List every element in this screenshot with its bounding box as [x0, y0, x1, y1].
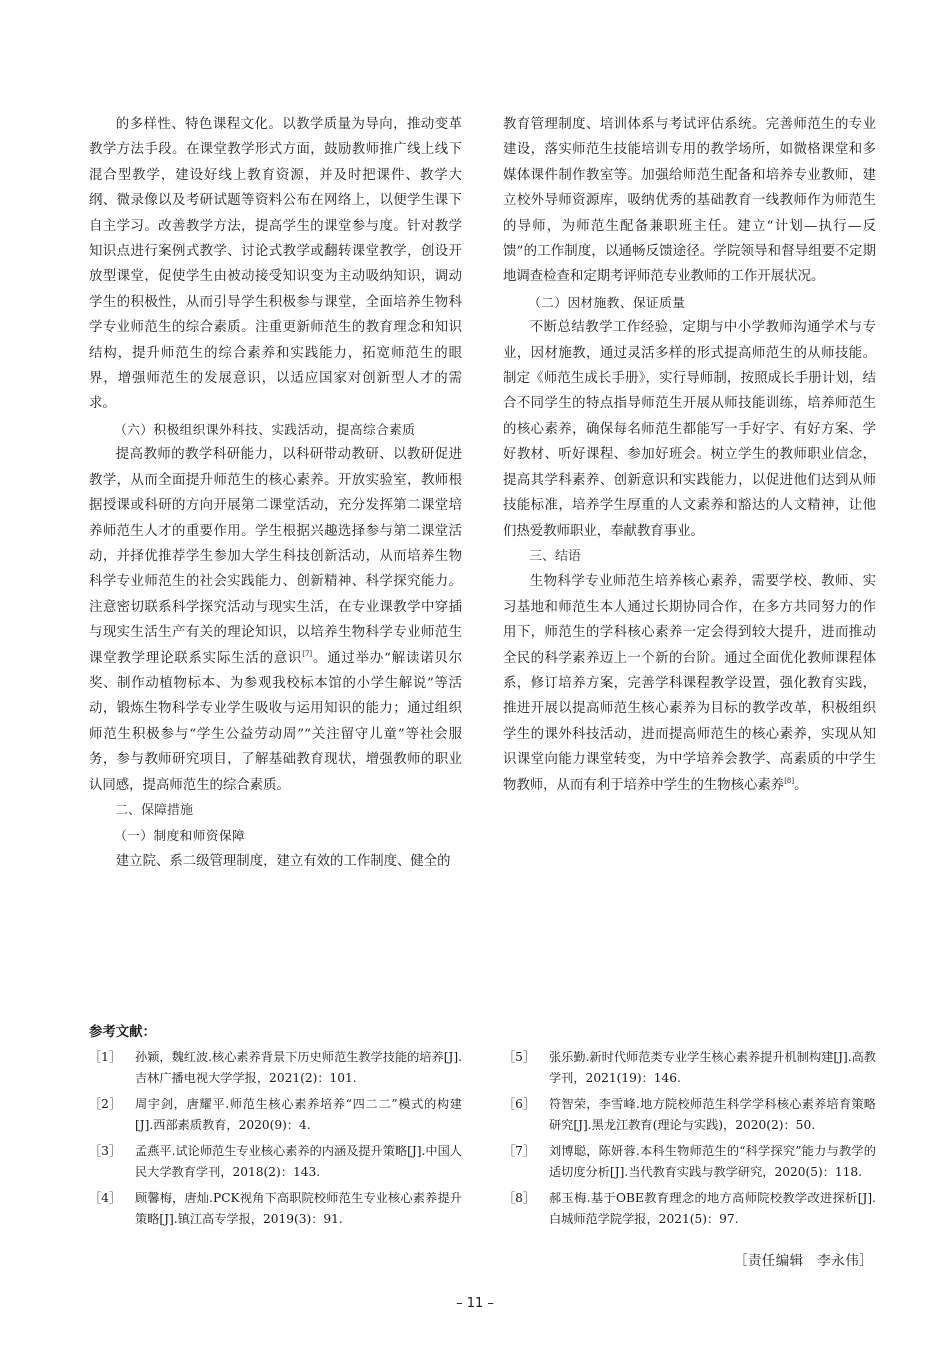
paragraph — [503, 569, 876, 798]
reference-text: 张乐勤.新时代师范类专业学生核心素养提升机制构建[J].高教学刊，2021(19)：146. — [549, 1050, 876, 1085]
paragraph: 的多样性、特色课程文化。以教学质量为导向，推动变革教学方法手段。在课堂教学形式方面，鼓励教师推广线上线下混合型教学，建设好线上教育资源，并及时把课件、教学大纲、微录像以及考研试题等资料公布在网络上，以便学生课下自主学习。改善教学方法，提高学生的课堂参与度。针对教学知识点进行案例式教学、讨论式教学或翻转课堂教学，创设开放型课堂，促使学生由被动接受知识变为主动吸纳知识，调动学生的积极性，从而引导学生积极参与课堂，全面培养生物科学专业师范生的综合素质。注重更新师范生的教育理念和知识结构，提升师范生的综合素养和实践能力，拓宽师范生的眼界，增强师范生的发展意识，以适应国家对创新型人才的需求。 — [89, 117, 462, 412]
left-column — [89, 112, 462, 874]
paragraph-text: 提高教师的教学科研能力，以科研带动教研、以教研促进教学，从而全面提升师范生的核心素养。开放实验室，教师根据授课或科研的方向开展第二课堂活动，充分发挥第二课堂培养师范生人才的重要作用。学生根据兴趣选择参与第二课堂活动，并择优推荐学生参加大学生科技创新活动，从而培养生物科学专业师范生的社会实践能力、创新精神、科学探究能力。注意密切联系科学探究活动与现实生活，在专业课教学中穿插与现实生活生产有关的理论知识，以培养生物科学专业师范生课堂教学理论联系实际生活的意识 — [89, 447, 462, 666]
reference-text: 孟燕平.试论师范生专业核心素养的内涵及提升策略[J].中国人民大学教育学刊，2018(2)：143. — [135, 1144, 462, 1179]
reference-item — [503, 1047, 876, 1088]
reference-number: ［1］ — [89, 1050, 122, 1064]
paragraph-text: 。通过举办“解读诺贝尔奖、制作动植物标本、为参观我校标本馆的小学生解说”等活动，锻炼生物科学专业学生吸收与运用知识的能力；通过组织师范生积极参与“学生公益劳动周”“关注留守儿童”等社会服务，参与教师研究项目，了解基础教育现状，增强教师的职业认同感，提高师范生的综合素质。 — [89, 650, 462, 793]
citation-8: [8] — [784, 776, 795, 785]
editor-label: 责任编辑 李永伟 — [747, 1254, 860, 1269]
subsection-heading-1: （一）制度和师资保障 — [114, 828, 246, 844]
references-list-right — [503, 1047, 876, 1235]
paragraph: 建立院、系二级管理制度，建立有效的工作制度、健全的 — [115, 853, 451, 869]
references-title: 参考文献： — [89, 1025, 156, 1040]
reference-item — [503, 1188, 876, 1229]
section-title-3: 三、结语 — [529, 548, 582, 564]
bracket-close: ］ — [859, 1254, 873, 1269]
paragraph: 不断总结教学工作经验，定期与中小学教师沟通学术与专业，因材施教，通过灵活多样的形式提高师范生的从师技能。制定《师范生成长手册》，实行导师制，按照成长手册计划，结合不同学生的特点指导师范生开展从师技能训练，培养师范生的核心素养，确保每名师范生都能写一手好字、有好方案、学好教材、听好课程、参加好班会。树立学生的教师职业信念，提高其学科素养、创新意识和实践能力，以促进他们达到从师技能标准，培养学生厚重的人文素养和豁达的人文精神，让他们热爱教师职业，奉献教育事业。 — [503, 320, 876, 539]
reference-text: 符智荣，李雪峰.地方院校师范生科学学科核心素养培育策略研究[J].黑龙江教育(理论与实践)，2020(2)：50. — [549, 1097, 876, 1132]
paragraph — [89, 442, 462, 798]
paragraph-text: 。 — [794, 777, 808, 793]
paragraph: 教育管理制度、培训体系与考试评估系统。完善师范生的专业建设，落实师范生技能培训专用的教学场所，如微格课堂和多媒体课件制作教室等。加强给师范生配备和培养专业教师，建立校外导师资源库，吸纳优秀的基础教育一线教师作为师范生的导师，为师范生配备兼职班主任。建立“计划—执行—反馈”的工作制度，以通畅反馈途径。学院领导和督导组要不定期地调查检查和定期考评师范专业教师的工作开展状况。 — [503, 117, 876, 285]
responsible-editor — [734, 1250, 873, 1269]
reference-number: ［4］ — [89, 1191, 122, 1205]
references-list-left — [89, 1047, 462, 1235]
bracket-open: ［ — [734, 1254, 748, 1269]
reference-number: ［3］ — [89, 1144, 122, 1158]
subsection-heading-2: （二）因材施教、保证质量 — [528, 294, 686, 310]
paragraph-text: 生物科学专业师范生培养核心素养，需要学校、教师、实习基地和师范生本人通过长期协同合作，在多方共同努力的作用下，师范生的学科核心素养一定会得到较大提升，进而推动全民的科学素养迈上一个新的台阶。通过全面优化教师课程体系，修订培养方案，完善学科课程教学设置，强化教育实践，推进开展以提高师范生核心素养为目标的教学改革，积极组织学生的课外科技活动，进而提高师范生的核心素养，实现从知识课堂向能力课堂转变，为中学培养会教学、高素质的中学生物教师，从而有利于培养中学生的生物核心素养 — [503, 574, 876, 793]
section-title-2: 二、保障措施 — [115, 802, 194, 818]
reference-number: ［8］ — [503, 1191, 536, 1205]
reference-item — [89, 1047, 462, 1088]
reference-text: 刘博聪，陈妍蓉.本科生物师范生的“科学探究”能力与教学的适切度分析[J].当代教育实践与教学研究，2020(5)：118. — [549, 1144, 876, 1179]
reference-text: 周宇剑，唐耀平.师范生核心素养培养“四二二”模式的构建[J].西部素质教育，2020(9)：4. — [135, 1097, 462, 1132]
reference-text: 孙颖，魏红波.核心素养背景下历史师范生教学技能的培养[J].吉林广播电视大学学报，2021(2)：101. — [135, 1050, 462, 1085]
reference-item — [89, 1141, 462, 1182]
reference-number: ［2］ — [89, 1097, 122, 1111]
reference-text: 郝玉梅.基于OBE教育理念的地方高师院校教学改进探析[J].白城师范学院学报，2021(5)：97. — [549, 1191, 876, 1226]
reference-item — [89, 1188, 462, 1229]
reference-number: ［6］ — [503, 1097, 536, 1111]
right-column — [503, 112, 876, 798]
reference-number: ［5］ — [503, 1050, 536, 1064]
citation-7: [7] — [302, 649, 313, 658]
reference-item — [89, 1094, 462, 1135]
section-heading-6: （六）积极组织课外科技、实践活动，提高综合素质 — [114, 421, 416, 437]
reference-item — [503, 1141, 876, 1182]
reference-number: ［7］ — [503, 1144, 536, 1158]
page-number: – 11 – — [456, 1296, 494, 1311]
reference-text: 顾馨梅，唐灿.PCK视角下高职院校师范生专业核心素养提升策略[J].镇江高专学报，2019(3)：91. — [135, 1191, 462, 1226]
reference-item — [503, 1094, 876, 1135]
